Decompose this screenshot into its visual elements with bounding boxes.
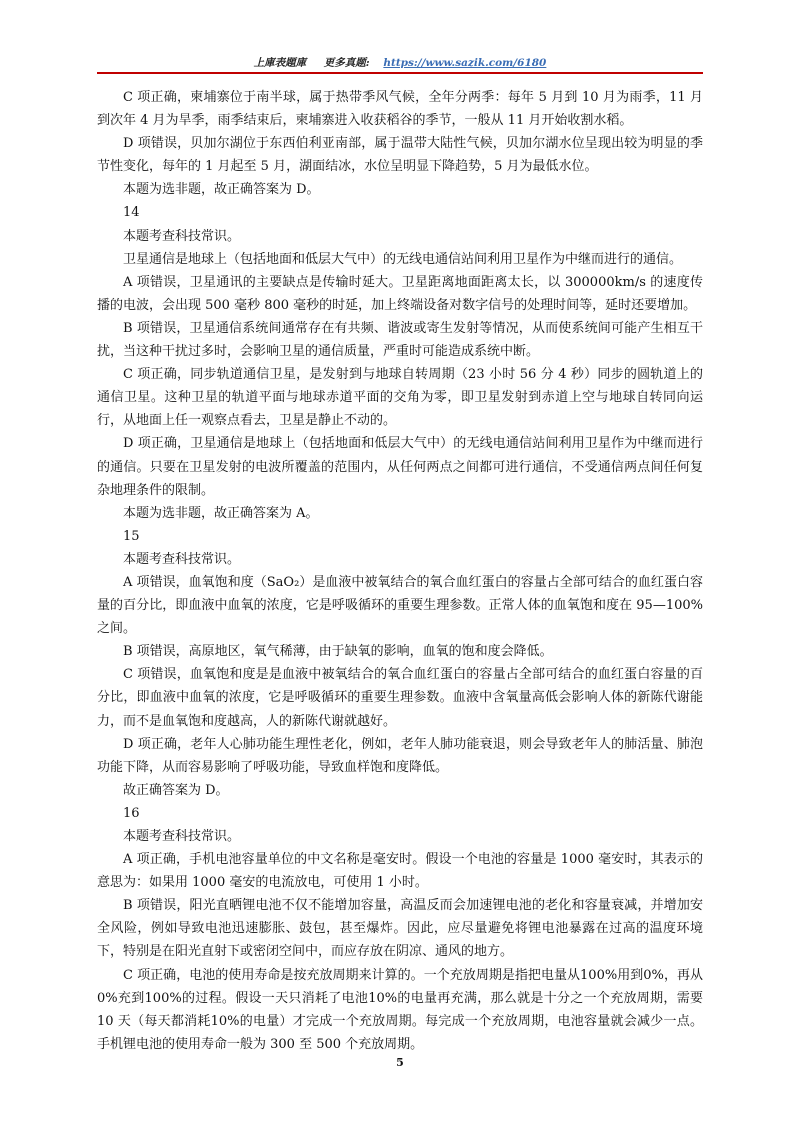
paragraph: 本题考查科技常识。	[123, 829, 241, 844]
document-body	[97, 86, 703, 1056]
paragraph: D 项错误，贝加尔湖位于东西伯利亚南部，属于温带大陆性气候，贝加尔湖水位呈现出较为明显的季节性变化，每年的 1 月起至 5 月，湖面结冰，水位呈明显下降趋势，5 月为最低水位。	[97, 136, 703, 175]
paragraph: C 项错误，血氧饱和度是是血液中被氧结合的氧合血红蛋白的容量占全部可结合的血红蛋白容量的百分比，即血液中血氧的浓度，它是呼吸循环的重要生理参数。血液中含氧量高低会影响人体的新陈代谢能力，而不是血氧饱和度越高，人的新陈代谢就越好。	[97, 667, 703, 729]
paragraph: 本题为选非题，故正确答案为 D。	[123, 182, 320, 198]
header-url-link[interactable]: https://www.sazik.com/6180	[383, 57, 547, 69]
paragraph: C 项正确，柬埔寨位于南半球，属于热带季风气候，全年分两季：每年 5 月到 10 月为雨季，11 月到次年 4 月为旱季，雨季结束后，柬埔寨进入收获稻谷的季节，一般从 11 月开始收割水稻。	[97, 90, 703, 129]
paragraph: B 项错误，阳光直晒锂电池不仅不能增加容量，高温反而会加速锂电池的老化和容量衰减，并增加安全风险，例如导致电池迅速膨胀、鼓包，甚至爆炸。因此，应尽量避免将锂电池暴露在过高的温度环境下，特别是在阳光直射下或密闭空间中，而应存放在阴凉、通风的地方。	[97, 898, 703, 960]
paragraph: A 项错误，血氧饱和度（SaO₂）是血液中被氧结合的氧合血红蛋白的容量占全部可结合的血红蛋白容量的百分比，即血液中血氧的浓度，它是呼吸循环的重要生理参数。正常人体的血氧饱和度在 95—100% 之间。	[97, 574, 703, 637]
paragraph: C 项正确，电池的使用寿命是按充放周期来计算的。一个充放周期是指把电量从100%用到0%，再从0%充到100%的过程。假设一天只消耗了电池10%的电量再充满，那么就是十分之一个充放周期，需要 10 天（每天都消耗10%的电量）才完成一个充放周期。每完成一个充放周期，电池容量就会减少一点。手机锂电池的使用寿命一般为 300 至 500 个充放周期。	[97, 967, 703, 1052]
header-site-name: 上庫表題庫	[253, 57, 307, 69]
paragraph: B 项错误，卫星通信系统间通常存在有共频、谐波或寄生发射等情况，从而使系统间可能产生相互干扰，当这种干扰过多时，会影响卫星的通信质量，严重时可能造成系统中断。	[97, 320, 703, 360]
paragraph: 本题为选非题，故正确答案为 A。	[123, 505, 319, 521]
page-header	[97, 52, 703, 74]
paragraph: D 项正确，卫星通信是地球上（包括地面和低层大气中）的无线电通信站间利用卫星作为中继而进行的通信。只要在卫星发射的电波所覆盖的范围内，从任何两点之间都可进行通信，不受通信两点间任何复杂地理条件的限制。	[97, 436, 703, 498]
paragraph: 故正确答案为 D。	[123, 782, 229, 798]
header-label: 更多真题:	[323, 57, 370, 69]
paragraph: A 项正确，手机电池容量单位的中文名称是毫安时。假设一个电池的容量是 1000 毫安时，其表示的意思为：如果用 1000 毫安的电流放电，可使用 1 小时。	[97, 852, 703, 891]
question-number: 15	[123, 528, 140, 544]
paragraph: 本题考查科技常识。	[123, 228, 241, 244]
question-number: 14	[123, 205, 140, 221]
paragraph: 卫星通信是地球上（包括地面和低层大气中）的无线电通信站间利用卫星作为中继而进行的通信。	[123, 251, 683, 267]
paragraph: 本题考查科技常识。	[123, 551, 241, 567]
header-divider	[97, 72, 703, 74]
paragraph: D 项正确，老年人心肺功能生理性老化，例如，老年人肺功能衰退，则会导致老年人的肺活量、肺泡功能下降，从而容易影响了呼吸功能，导致血样饱和度降低。	[97, 736, 703, 775]
paragraph: C 项正确，同步轨道通信卫星，是发射到与地球自转周期（23 小时 56 分 4 秒）同步的圆轨道上的通信卫星。这种卫星的轨道平面与地球赤道平面的交角为零，即卫星发射到赤道上空与地球自转同向运行，从地面上任一观察点看去，卫星是静止不动的。	[97, 367, 703, 429]
page-number: 5	[396, 1056, 404, 1069]
paragraph: B 项错误，高原地区，氧气稀薄，由于缺氧的影响，血氧的饱和度会降低。	[123, 644, 553, 660]
question-number: 16	[123, 805, 140, 821]
paragraph: A 项错误，卫星通讯的主要缺点是传输时延大。卫星距离地面距离太长，以 300000km/s 的速度传播的电波，会出现 500 毫秒 800 毫秒的时延，加上终端设备对数字信号的处理时间等，延时还要增加。	[97, 274, 703, 313]
